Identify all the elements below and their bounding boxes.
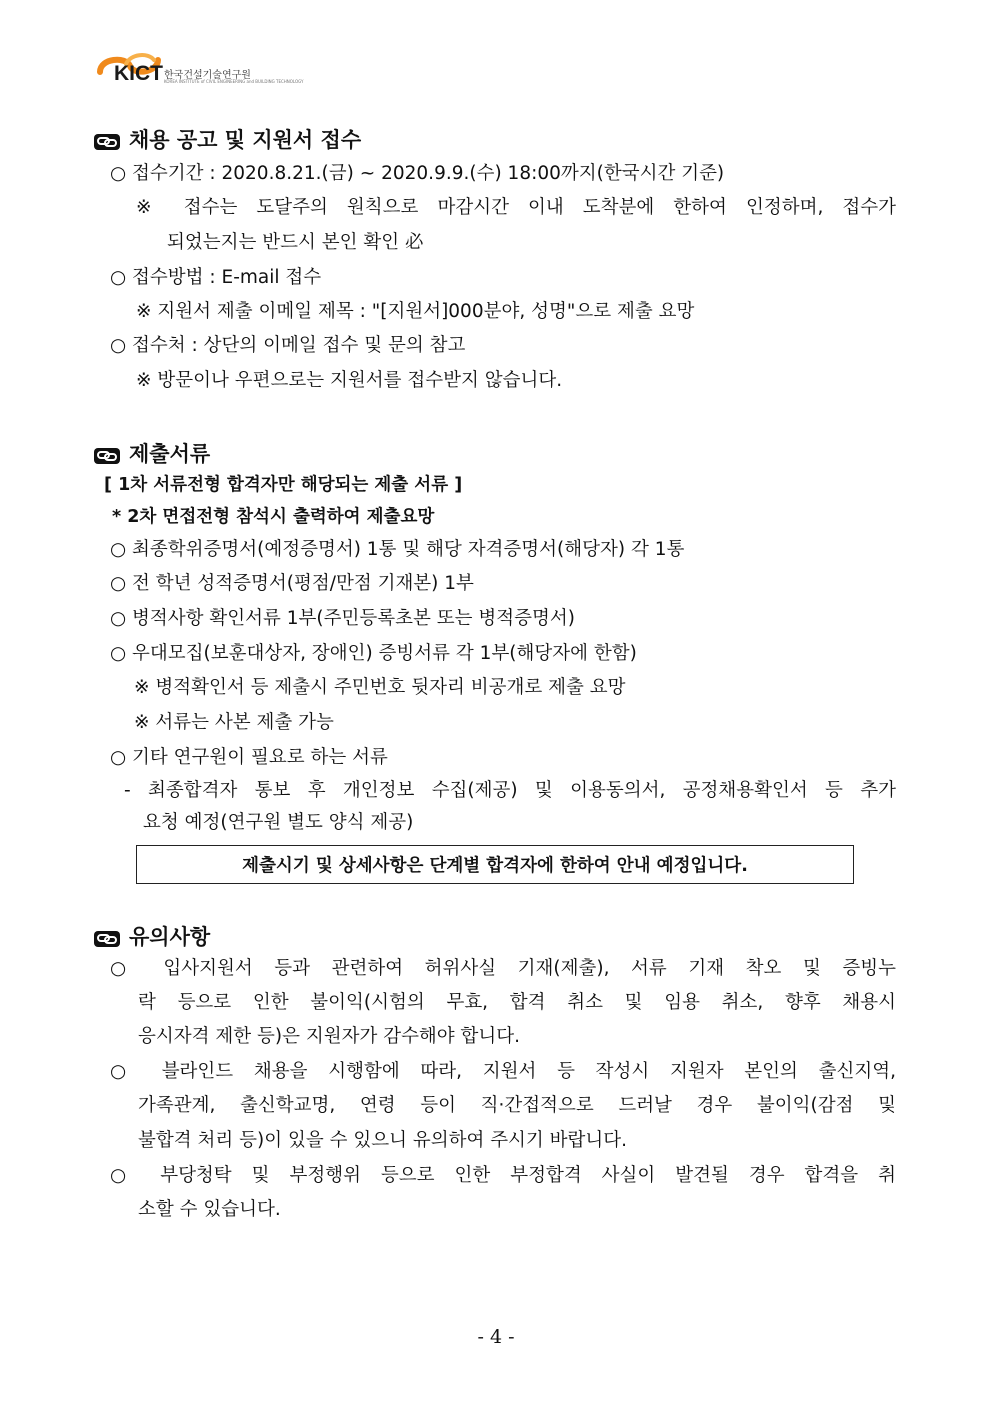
text-line: ○ 입사지원서 등과 관련하여 허위사실 기재(제출), 서류 기재 착오 및 증빙누 — [110, 958, 896, 979]
page-number: - 4 - — [477, 1326, 515, 1348]
text-line: ※ 서류는 사본 제출 가능 — [134, 712, 334, 733]
text-line: 응시자격 제한 등)은 지원자가 감수해야 합니다. — [138, 1026, 521, 1047]
text-line: ○ 블라인드 채용을 시행함에 따라, 지원서 등 작성시 지원자 본인의 출신지역, — [110, 1061, 896, 1082]
text-line: ○ 병적사항 확인서류 1부(주민등록초본 또는 병적증명서) — [110, 608, 575, 629]
text-line: 가족관계, 출신학교명, 연령 등이 직·간접적으로 드러날 경우 불이익(감점 및 — [138, 1095, 896, 1116]
text-line: ○ 우대모집(보훈대상자, 장애인) 증빙서류 각 1부(해당자에 한함) — [110, 643, 637, 664]
logo-org-korean: 한국건설기술연구원 — [164, 70, 251, 81]
link-icon — [93, 133, 121, 151]
section-heading-cautions — [93, 921, 210, 951]
section-heading-documents — [93, 438, 210, 468]
section-heading-recruitment — [93, 124, 361, 154]
text-line: ※ 지원서 제출 이메일 제목 : "[지원서]000분야, 성명"으로 제출 요망 — [136, 301, 695, 322]
text-line: 불합격 처리 등)이 있을 수 있으니 유의하여 주시기 바랍니다. — [138, 1130, 628, 1151]
section-title: 제출서류 — [129, 442, 211, 466]
text-line: ※ 병적확인서 등 제출시 주민번호 뒷자리 비공개로 제출 요망 — [134, 677, 626, 698]
logo-org-english: KOREA INSTITUTE of CIVIL ENGINEERING and BUILDING TECHNOLOGY — [164, 79, 304, 84]
notice-box — [136, 845, 854, 884]
section-title: 채용 공고 및 지원서 접수 — [129, 128, 362, 152]
text-line: ○ 접수처 : 상단의 이메일 접수 및 문의 참고 — [110, 335, 466, 356]
logo-text: KICT — [114, 62, 163, 85]
text-line: ○ 기타 연구원이 필요로 하는 서류 — [110, 747, 388, 768]
text-line: 되었는지는 반드시 본인 확인 必 — [167, 232, 424, 253]
text-line: * 2차 면접전형 참석시 출력하여 제출요망 — [112, 507, 435, 527]
kict-logo — [96, 50, 304, 90]
text-line: ○ 접수방법 : E-mail 접수 — [110, 267, 322, 288]
text-line: ※ 접수는 도달주의 원칙으로 마감시간 이내 도착분에 한하여 인정하며, 접수가 — [136, 197, 896, 218]
text-line: ○ 전 학년 성적증명서(평점/만점 기재본) 1부 — [110, 573, 474, 594]
text-line: 소할 수 있습니다. — [138, 1199, 281, 1220]
text-line: 요청 예정(연구원 별도 양식 제공) — [143, 812, 414, 833]
text-line: ○ 최종학위증명서(예정증명서) 1통 및 해당 자격증명서(해당자) 각 1통 — [110, 539, 685, 560]
text-line: [ 1차 서류전형 합격자만 해당되는 제출 서류 ] — [104, 475, 463, 495]
link-icon — [93, 447, 121, 465]
text-line: - 최종합격자 통보 후 개인정보 수집(제공) 및 이용동의서, 공정채용확인서 등 추가 — [124, 780, 896, 801]
text-line: ○ 접수기간 : 2020.8.21.(금) ~ 2020.9.9.(수) 18:00까지(한국시간 기준) — [110, 163, 725, 184]
text-line: 락 등으로 인한 불이익(시험의 무효, 합격 취소 및 임용 취소, 향후 채용시 — [138, 992, 896, 1013]
link-icon — [93, 930, 121, 948]
section-title: 유의사항 — [129, 925, 211, 949]
notice-text: 제출시기 및 상세사항은 단계별 합격자에 한하여 안내 예정입니다. — [242, 856, 748, 876]
text-line: ※ 방문이나 우편으로는 지원서를 접수받지 않습니다. — [136, 370, 563, 391]
text-line: ○ 부당청탁 및 부정행위 등으로 인한 부정합격 사실이 발견될 경우 합격을 취 — [110, 1165, 896, 1186]
